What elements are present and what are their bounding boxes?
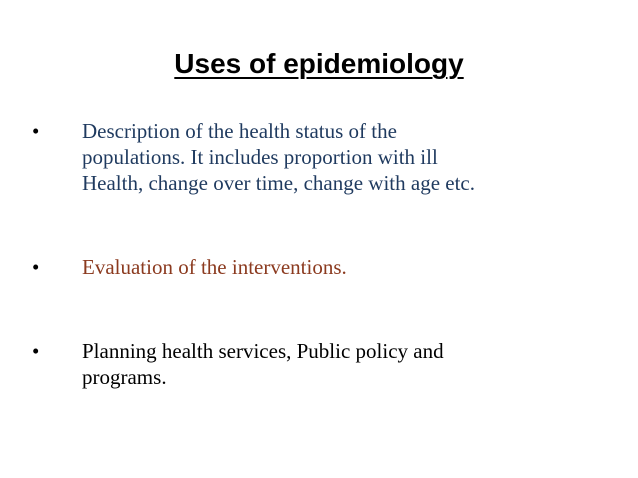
bullet-mark: • xyxy=(32,119,40,143)
bullet-text-description: Description of the health status of the populations. It includes proportion with ill Health, change over time, change with age etc. xyxy=(82,119,475,195)
slide-title: Uses of epidemiology xyxy=(174,48,464,79)
bullet-mark: • xyxy=(32,255,40,279)
bullet-text-planning: Planning health services, Public policy and programs. xyxy=(82,339,444,389)
bullet-item-description xyxy=(32,118,612,196)
bullet-item-evaluation xyxy=(32,254,612,280)
bullet-mark: • xyxy=(32,339,40,363)
bullet-item-planning xyxy=(32,338,612,390)
bullet-text-evaluation: Evaluation of the interventions. xyxy=(82,255,347,279)
